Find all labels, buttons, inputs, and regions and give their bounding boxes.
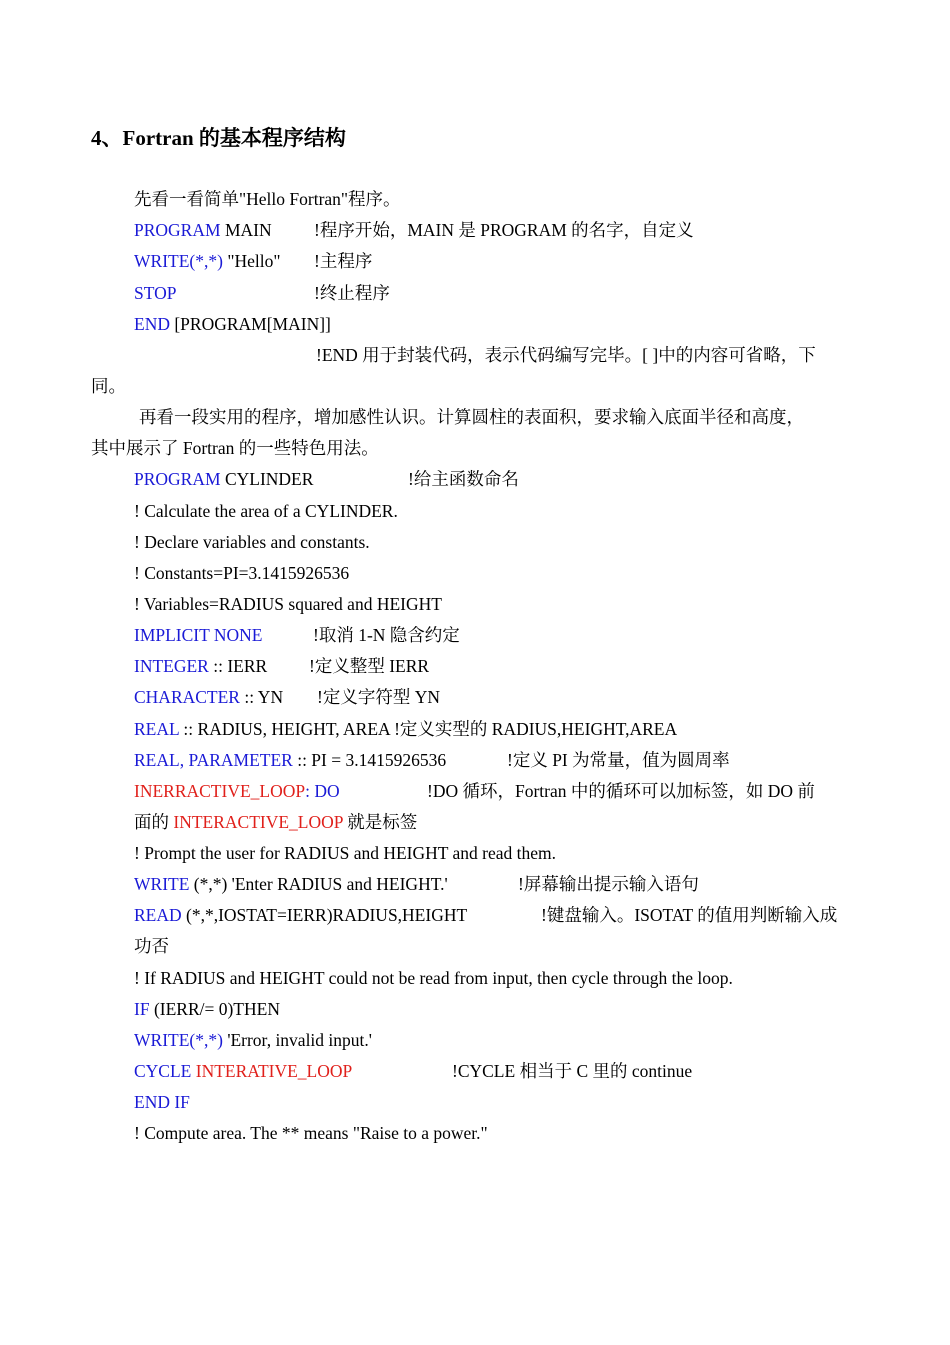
code-comment: !给主函数命名 — [408, 469, 519, 489]
code-line — [134, 718, 677, 740]
code-text: (*,*,IOSTAT=IERR)RADIUS,HEIGHT — [181, 905, 468, 925]
code-comment: !屏幕输出提示输入语句 — [518, 874, 699, 894]
code-text: [PROGRAM[MAIN]] — [169, 314, 331, 334]
code-line — [134, 998, 280, 1020]
loop-label: INERRACTIVE_LOOP — [134, 781, 306, 801]
code-comment-line: ! Constants=PI=3.1415926536 — [134, 563, 350, 583]
code-comment: !定义 PI 为常量，值为圆周率 — [507, 750, 730, 770]
code-comment: !CYCLE 相当于 C 里的 continue — [452, 1061, 693, 1081]
loop-label: INTERACTIVE_LOOP — [173, 812, 343, 832]
code-line — [134, 686, 283, 708]
code-comment-line: ! If RADIUS and HEIGHT could not be read from input, then cycle through the loop. — [134, 968, 733, 988]
code-text: 'Error, invalid input.' — [222, 1030, 372, 1050]
code-comment: !定义字符型 YN — [317, 687, 440, 707]
code-text: (IERR/= 0)THEN — [149, 999, 280, 1019]
keyword: WRITE — [134, 874, 190, 894]
code-text-line: 功否 — [134, 936, 169, 956]
keyword: STOP — [134, 283, 177, 303]
keyword: CYCLE — [134, 1061, 192, 1081]
note-text: !END 用于封装代码，表示代码编写完毕。[ ]中的内容可省略，下 — [316, 345, 816, 365]
code-text: "Hello" — [222, 251, 281, 271]
code-line — [134, 780, 340, 802]
code-comment-line: ! Declare variables and constants. — [134, 532, 370, 552]
code-comment: !主程序 — [314, 251, 373, 271]
loop-label: INTERATIVE_LOOP — [191, 1061, 353, 1081]
code-text: CYLINDER — [220, 469, 314, 489]
code-line — [134, 624, 263, 646]
section-heading: 4、Fortran 的基本程序结构 — [91, 126, 346, 150]
intro-text: 先看一看简单"Hello Fortran"程序。 — [134, 189, 401, 209]
code-line — [134, 313, 331, 335]
code-line — [134, 1091, 190, 1113]
keyword: CHARACTER — [134, 687, 240, 707]
code-line — [134, 1029, 372, 1051]
keyword: PROGRAM — [134, 469, 221, 489]
code-text: :: IERR — [208, 656, 268, 676]
code-comment-line: ! Calculate the area of a CYLINDER. — [134, 501, 398, 521]
code-comment: !定义整型 IERR — [309, 656, 430, 676]
keyword: IF — [134, 999, 150, 1019]
code-line — [134, 282, 176, 304]
code-comment: !DO 循环，Fortran 中的循环可以加标签，如 DO 前 — [427, 781, 815, 801]
code-comment-line: ! Prompt the user for RADIUS and HEIGHT and read them. — [134, 843, 557, 863]
code-text: :: YN — [239, 687, 284, 707]
code-comment: !取消 1-N 隐含约定 — [313, 625, 460, 645]
code-line — [134, 468, 313, 490]
text: 就是标签 — [342, 812, 418, 832]
keyword: IMPLICIT NONE — [134, 625, 263, 645]
code-comment-line: ! Variables=RADIUS squared and HEIGHT — [134, 594, 442, 614]
code-text: :: PI = 3.1415926536 — [292, 750, 447, 770]
colon: : — [305, 781, 315, 801]
keyword: WRITE(*,*) — [134, 1030, 223, 1050]
code-comment: !键盘输入。ISOTAT 的值用判断输入成 — [541, 905, 838, 925]
code-text: :: RADIUS, HEIGHT, AREA !定义实型的 RADIUS,HEIGHT,AREA — [179, 719, 678, 739]
code-line — [134, 1060, 352, 1082]
code-line — [134, 749, 446, 771]
code-text: (*,*) 'Enter RADIUS and HEIGHT.' — [189, 874, 448, 894]
keyword: DO — [314, 781, 340, 801]
keyword: REAL — [134, 719, 180, 739]
keyword: WRITE(*,*) — [134, 251, 223, 271]
keyword: READ — [134, 905, 182, 925]
code-comment: !终止程序 — [314, 283, 390, 303]
code-comment-line: ! Compute area. The ** means "Raise to a power." — [134, 1123, 488, 1143]
keyword: END IF — [134, 1092, 190, 1112]
keyword: END — [134, 314, 170, 334]
text: 面的 — [134, 812, 174, 832]
code-comment: !程序开始，MAIN 是 PROGRAM 的名字，自定义 — [314, 220, 694, 240]
code-text: MAIN — [220, 220, 272, 240]
paragraph-text: 其中展示了 Fortran 的一些特色用法。 — [91, 438, 379, 458]
keyword: PROGRAM — [134, 220, 221, 240]
code-line — [134, 904, 467, 926]
code-line — [134, 655, 267, 677]
code-line — [134, 219, 272, 241]
keyword: REAL, PARAMETER — [134, 750, 293, 770]
code-line — [134, 873, 448, 895]
paragraph-text: 再看一段实用的程序，增加感性认识。计算圆柱的表面积，要求输入底面半径和高度， — [139, 407, 804, 427]
note-text: 同。 — [91, 376, 126, 396]
code-line — [134, 250, 280, 272]
code-line — [134, 811, 417, 833]
keyword: INTEGER — [134, 656, 209, 676]
